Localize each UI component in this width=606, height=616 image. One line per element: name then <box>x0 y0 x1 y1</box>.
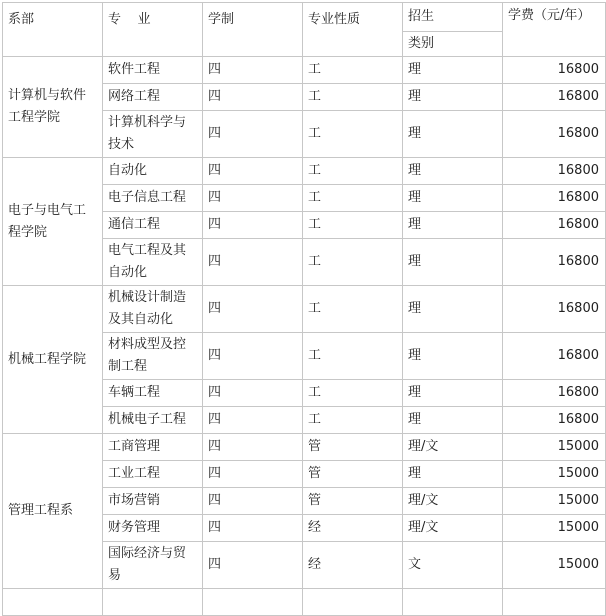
duration-cell: 四 <box>203 333 303 380</box>
nature-cell: 工 <box>303 333 403 380</box>
duration-cell: 四 <box>203 212 303 239</box>
nature-cell: 工 <box>303 407 403 434</box>
nature-cell: 经 <box>303 515 403 542</box>
fee-cell: 16800 <box>503 111 606 158</box>
major-cell: 电气工程及其自动化 <box>103 239 203 286</box>
fee-cell: 15000 <box>503 542 606 589</box>
duration-cell: 四 <box>203 239 303 286</box>
major-cell: 车辆工程 <box>103 380 203 407</box>
header-dept: 系部 <box>3 3 103 57</box>
header-fee: 学费（元/年） <box>503 3 606 57</box>
major-cell: 网络工程 <box>103 84 203 111</box>
duration-cell: 四 <box>203 158 303 185</box>
nature-cell: 经 <box>303 542 403 589</box>
nature-cell: 工 <box>303 57 403 84</box>
nature-cell: 管 <box>303 488 403 515</box>
major-cell: 材料成型及控制工程 <box>103 333 203 380</box>
fee-cell: 16800 <box>503 158 606 185</box>
fee-cell: 16800 <box>503 239 606 286</box>
major-cell: 机械设计制造及其自动化 <box>103 286 203 333</box>
fee-cell: 15000 <box>503 515 606 542</box>
duration-cell: 四 <box>203 407 303 434</box>
duration-cell: 四 <box>203 434 303 461</box>
nature-cell: 工 <box>303 84 403 111</box>
duration-cell: 四 <box>203 380 303 407</box>
header-nature: 专业性质 <box>303 3 403 57</box>
major-cell: 财务管理 <box>103 515 203 542</box>
category-cell: 理 <box>403 333 503 380</box>
fee-cell: 16800 <box>503 380 606 407</box>
major-cell: 电子信息工程 <box>103 185 203 212</box>
fee-cell: 15000 <box>503 461 606 488</box>
fee-cell: 16800 <box>503 407 606 434</box>
major-cell: 软件工程 <box>103 57 203 84</box>
table-row-partial <box>3 589 606 616</box>
fee-cell: 16800 <box>503 57 606 84</box>
nature-cell: 工 <box>303 286 403 333</box>
nature-cell: 工 <box>303 212 403 239</box>
header-major: 专 业 <box>103 3 203 57</box>
dept-cell: 机械工程学院 <box>3 286 103 434</box>
header-duration: 学制 <box>203 3 303 57</box>
category-cell: 理 <box>403 158 503 185</box>
header-enroll: 招生 <box>403 3 503 32</box>
dept-cell: 电子与电气工程学院 <box>3 158 103 286</box>
category-cell: 理 <box>403 212 503 239</box>
category-cell: 理/文 <box>403 434 503 461</box>
nature-cell: 工 <box>303 380 403 407</box>
category-cell: 理 <box>403 57 503 84</box>
category-cell: 理 <box>403 461 503 488</box>
table-row <box>3 434 606 461</box>
major-cell: 工业工程 <box>103 461 203 488</box>
duration-cell: 四 <box>203 542 303 589</box>
category-cell: 理 <box>403 380 503 407</box>
dept-cell: 管理工程系 <box>3 434 103 589</box>
fee-cell: 16800 <box>503 333 606 380</box>
category-cell: 理 <box>403 286 503 333</box>
table-row <box>3 286 606 333</box>
category-cell: 理 <box>403 185 503 212</box>
nature-cell: 工 <box>303 111 403 158</box>
nature-cell: 管 <box>303 434 403 461</box>
header-row <box>3 3 606 32</box>
major-cell: 市场营销 <box>103 488 203 515</box>
major-cell: 工商管理 <box>103 434 203 461</box>
nature-cell: 工 <box>303 239 403 286</box>
duration-cell: 四 <box>203 461 303 488</box>
fee-cell: 16800 <box>503 286 606 333</box>
category-cell: 理 <box>403 407 503 434</box>
category-cell: 理/文 <box>403 488 503 515</box>
nature-cell: 管 <box>303 461 403 488</box>
header-category: 类别 <box>403 32 503 57</box>
table-row <box>3 57 606 84</box>
table-row <box>3 158 606 185</box>
duration-cell: 四 <box>203 111 303 158</box>
category-cell: 理 <box>403 111 503 158</box>
duration-cell: 四 <box>203 57 303 84</box>
fee-cell: 16800 <box>503 212 606 239</box>
tuition-table <box>2 2 606 616</box>
nature-cell: 工 <box>303 158 403 185</box>
major-cell: 机械电子工程 <box>103 407 203 434</box>
major-cell: 国际经济与贸易 <box>103 542 203 589</box>
category-cell: 文 <box>403 542 503 589</box>
duration-cell: 四 <box>203 515 303 542</box>
duration-cell: 四 <box>203 286 303 333</box>
dept-cell: 计算机与软件工程学院 <box>3 57 103 158</box>
duration-cell: 四 <box>203 84 303 111</box>
nature-cell: 工 <box>303 185 403 212</box>
major-cell: 计算机科学与技术 <box>103 111 203 158</box>
category-cell: 理 <box>403 84 503 111</box>
category-cell: 理/文 <box>403 515 503 542</box>
fee-cell: 15000 <box>503 434 606 461</box>
major-cell: 自动化 <box>103 158 203 185</box>
fee-cell: 15000 <box>503 488 606 515</box>
category-cell: 理 <box>403 239 503 286</box>
major-cell: 通信工程 <box>103 212 203 239</box>
fee-cell: 16800 <box>503 185 606 212</box>
duration-cell: 四 <box>203 185 303 212</box>
duration-cell: 四 <box>203 488 303 515</box>
fee-cell: 16800 <box>503 84 606 111</box>
